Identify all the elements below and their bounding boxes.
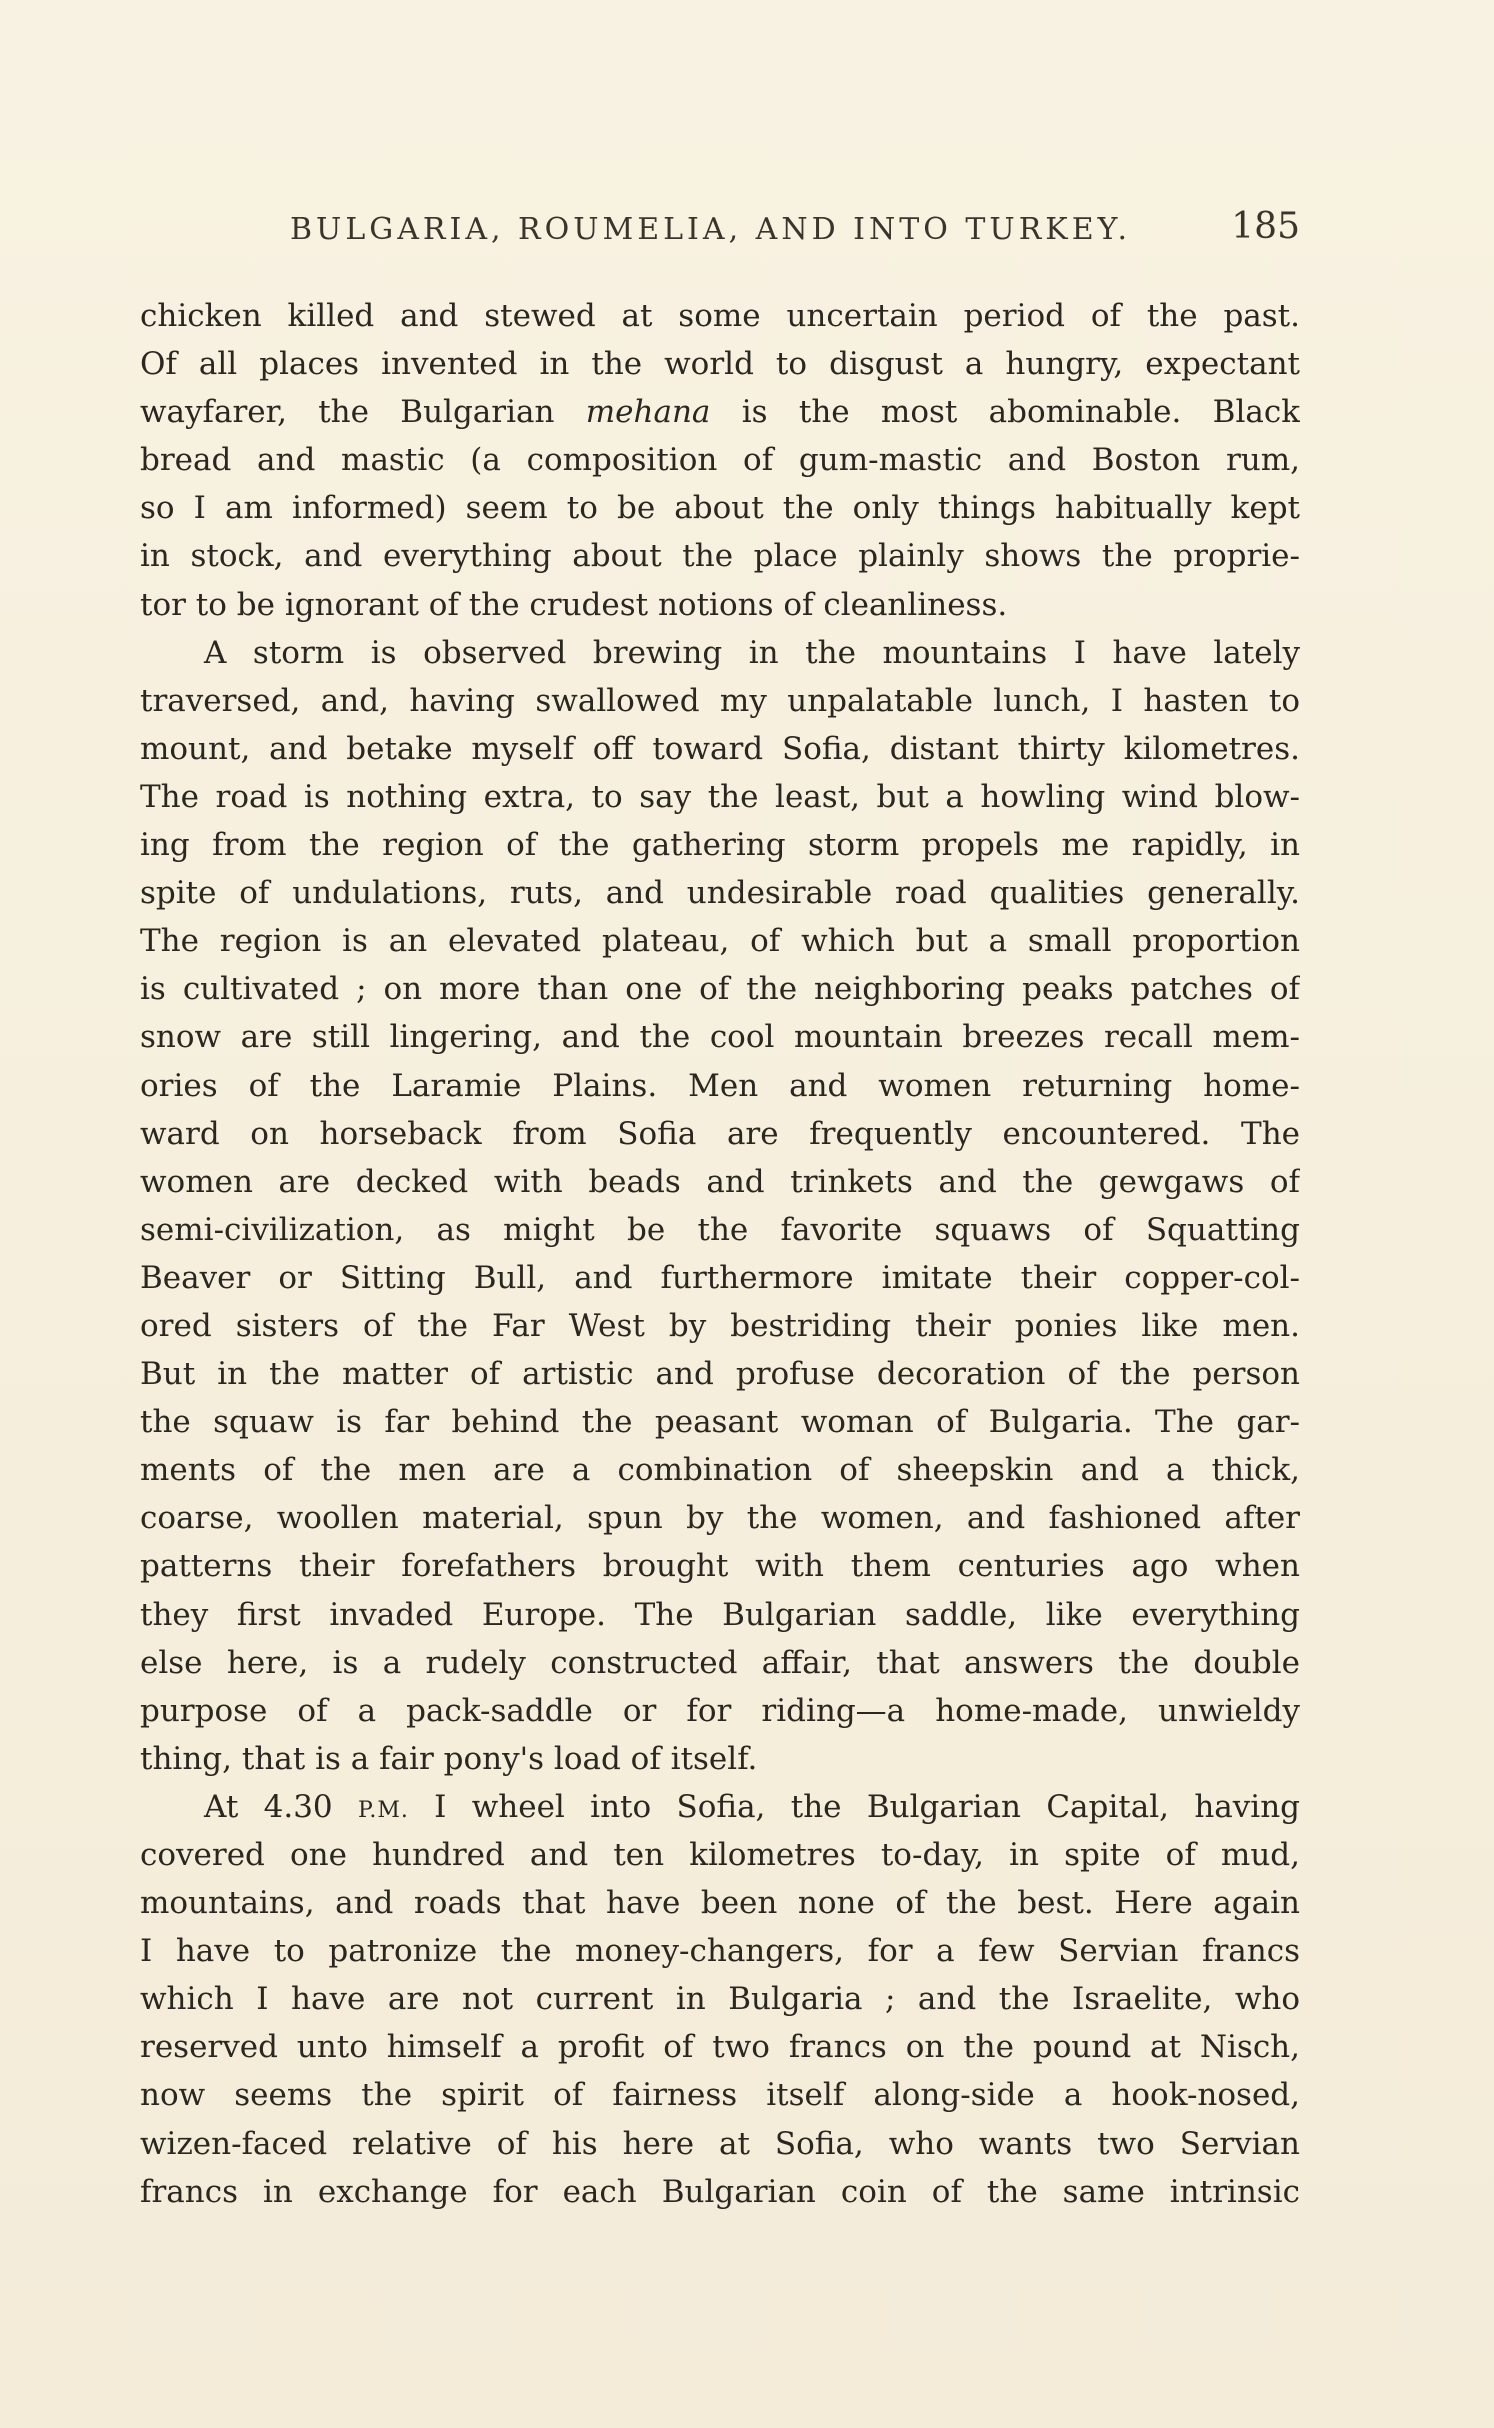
page-header xyxy=(140,206,1300,266)
text-line: I have to patronize the money-changers, for a few Servian francs xyxy=(140,1933,1300,1970)
text-segment: is the most abominable. Black xyxy=(710,394,1300,431)
text-line: wizen-faced relative of his here at Sofia, who wants two Servian xyxy=(140,2125,1300,2162)
text-line: covered one hundred and ten kilometres to-day, in spite of mud, xyxy=(140,1837,1300,1873)
small-caps-time: P.M. xyxy=(357,1797,409,1823)
text-line: reserved unto himself a profit of two francs on the pound at Nisch, xyxy=(140,2029,1300,2066)
text-segment: wayfarer, the Bulgarian xyxy=(140,394,586,431)
text-line: coarse, woollen material, spun by the women, and fashioned after xyxy=(140,1500,1300,1537)
text-line: snow are still lingering, and the cool mountain breezes recall mem- xyxy=(140,1019,1300,1056)
text-line xyxy=(140,388,1300,436)
text-line: mountains, and roads that have been none of the best. Here again xyxy=(140,1885,1300,1922)
text-line: But in the matter of artistic and profuse decoration of the person xyxy=(140,1356,1300,1393)
text-line: ward on horseback from Sofia are frequently encountered. The xyxy=(140,1115,1300,1152)
text-line: mount, and betake myself off toward Sofia, distant thirty kilometres. xyxy=(140,730,1300,767)
text-line: The road is nothing extra, to say the least, but a howling wind blow- xyxy=(140,778,1300,815)
text-line: chicken killed and stewed at some uncertain period of the past. xyxy=(140,298,1300,334)
text-line: ing from the region of the gathering storm propels me rapidly, in xyxy=(140,827,1300,864)
text-line: A storm is observed brewing in the mountains I have lately xyxy=(204,634,1300,671)
text-line xyxy=(140,1783,1300,1831)
text-line: in stock, and everything about the place plainly shows the proprie- xyxy=(140,538,1300,575)
body-text xyxy=(140,292,1300,2216)
text-line: traversed, and, having swallowed my unpalatable lunch, I hasten to xyxy=(140,682,1300,719)
text-line: ories of the Laramie Plains. Men and women returning home- xyxy=(140,1067,1300,1104)
text-line: francs in exchange for each Bulgarian coin of the same intrinsic xyxy=(140,2173,1300,2210)
text-line: tor to be ignorant of the crudest notions of cleanliness. xyxy=(140,586,1008,623)
text-segment: I wheel into Sofia, the Bulgarian Capital, having xyxy=(408,1788,1300,1825)
text-line: they first invaded Europe. The Bulgarian saddle, like everything xyxy=(140,1596,1300,1633)
text-line: ments of the men are a combination of sheepskin and a thick, xyxy=(140,1452,1300,1489)
text-line: purpose of a pack-saddle or for riding—a home-made, unwieldy xyxy=(140,1692,1300,1729)
text-line: ored sisters of the Far West by bestriding their ponies like men. xyxy=(140,1307,1300,1344)
text-line: is cultivated ; on more than one of the neighboring peaks patches of xyxy=(140,971,1300,1008)
text-line: now seems the spirit of fairness itself along-side a hook-nosed, xyxy=(140,2077,1300,2114)
text-line: women are decked with beads and trinkets and the gewgaws of xyxy=(140,1163,1300,1200)
text-line: thing, that is a fair pony's load of itself. xyxy=(140,1740,758,1777)
italic-word: mehana xyxy=(585,394,711,431)
text-line: so I am informed) seem to be about the only things habitually kept xyxy=(140,490,1300,527)
text-line: bread and mastic (a composition of gum-mastic and Boston rum, xyxy=(140,442,1300,479)
text-line: semi-civilization, as might be the favorite squaws of Squatting xyxy=(140,1211,1300,1248)
text-line: The region is an elevated plateau, of which but a small proportion xyxy=(140,923,1300,960)
text-line: else here, is a rudely constructed affair, that answers the double xyxy=(140,1644,1300,1681)
text-segment: At 4.30 xyxy=(204,1788,358,1825)
text-line: Of all places invented in the world to disgust a hungry, expectant xyxy=(140,346,1300,383)
text-line: patterns their forefathers brought with them centuries ago when xyxy=(140,1548,1300,1585)
running-title: BULGARIA, ROUMELIA, AND INTO TURKEY. xyxy=(290,212,1132,247)
text-line: which I have are not current in Bulgaria ; and the Israelite, who xyxy=(140,1981,1300,2018)
text-line: spite of undulations, ruts, and undesirable road qualities generally. xyxy=(140,875,1300,912)
page-number: 185 xyxy=(1231,206,1300,247)
text-line: the squaw is far behind the peasant woman of Bulgaria. The gar- xyxy=(140,1404,1300,1441)
text-line: Beaver or Sitting Bull, and furthermore imitate their copper-col- xyxy=(140,1259,1300,1296)
